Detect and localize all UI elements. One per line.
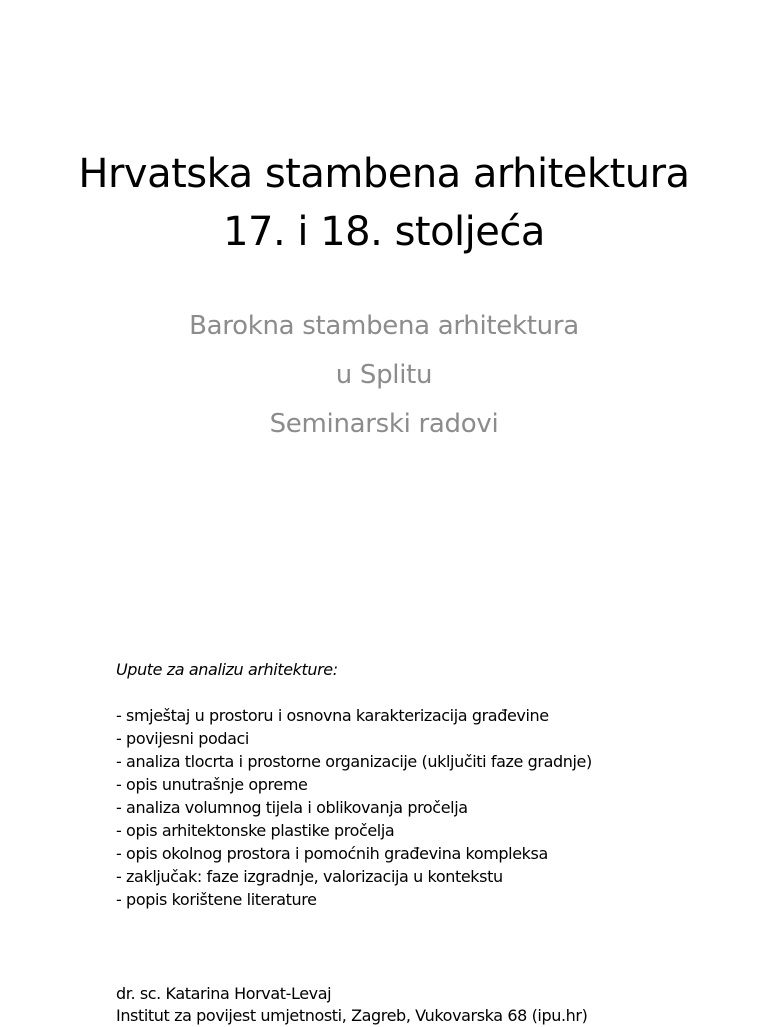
author-institution: Institut za povijest umjetnosti, Zagreb, Vukovarska 68 (ipu.hr)	[116, 1006, 588, 1025]
instruction-item: - analiza volumnog tijela i oblikovanja pročelja	[116, 798, 468, 817]
instruction-item: - popis korištene literature	[116, 890, 317, 909]
title-line-1: Hrvatska stambena arhitektura	[78, 151, 690, 197]
subtitle-line-1: Barokna stambena arhitektura	[189, 311, 579, 341]
instruction-item: - opis arhitektonske plastike pročelja	[116, 821, 395, 840]
analysis-instructions	[116, 658, 736, 911]
subtitle-line-3: Seminarski radovi	[269, 409, 499, 439]
author-block	[116, 983, 736, 1027]
subtitle-line-2: u Splitu	[335, 360, 433, 390]
instruction-item: - opis okolnog prostora i pomoćnih građevina kompleksa	[116, 844, 548, 863]
slide-title	[0, 145, 768, 261]
instructions-list	[116, 704, 736, 911]
instruction-item: - smještaj u prostoru i osnovna karakterizacija građevine	[116, 706, 549, 725]
instructions-heading: Upute za analizu arhitekture:	[116, 660, 338, 679]
instruction-item: - zaključak: faze izgradnje, valorizacija u kontekstu	[116, 867, 503, 886]
author-name: dr. sc. Katarina Horvat-Levaj	[116, 984, 332, 1003]
slide-subtitle	[0, 302, 768, 449]
instruction-item: - povijesni podaci	[116, 729, 249, 748]
title-line-2: 17. i 18. stoljeća	[223, 209, 545, 255]
instruction-item: - opis unutrašnje opreme	[116, 775, 308, 794]
instruction-item: - analiza tlocrta i prostorne organizacije (uključiti faze gradnje)	[116, 752, 592, 771]
